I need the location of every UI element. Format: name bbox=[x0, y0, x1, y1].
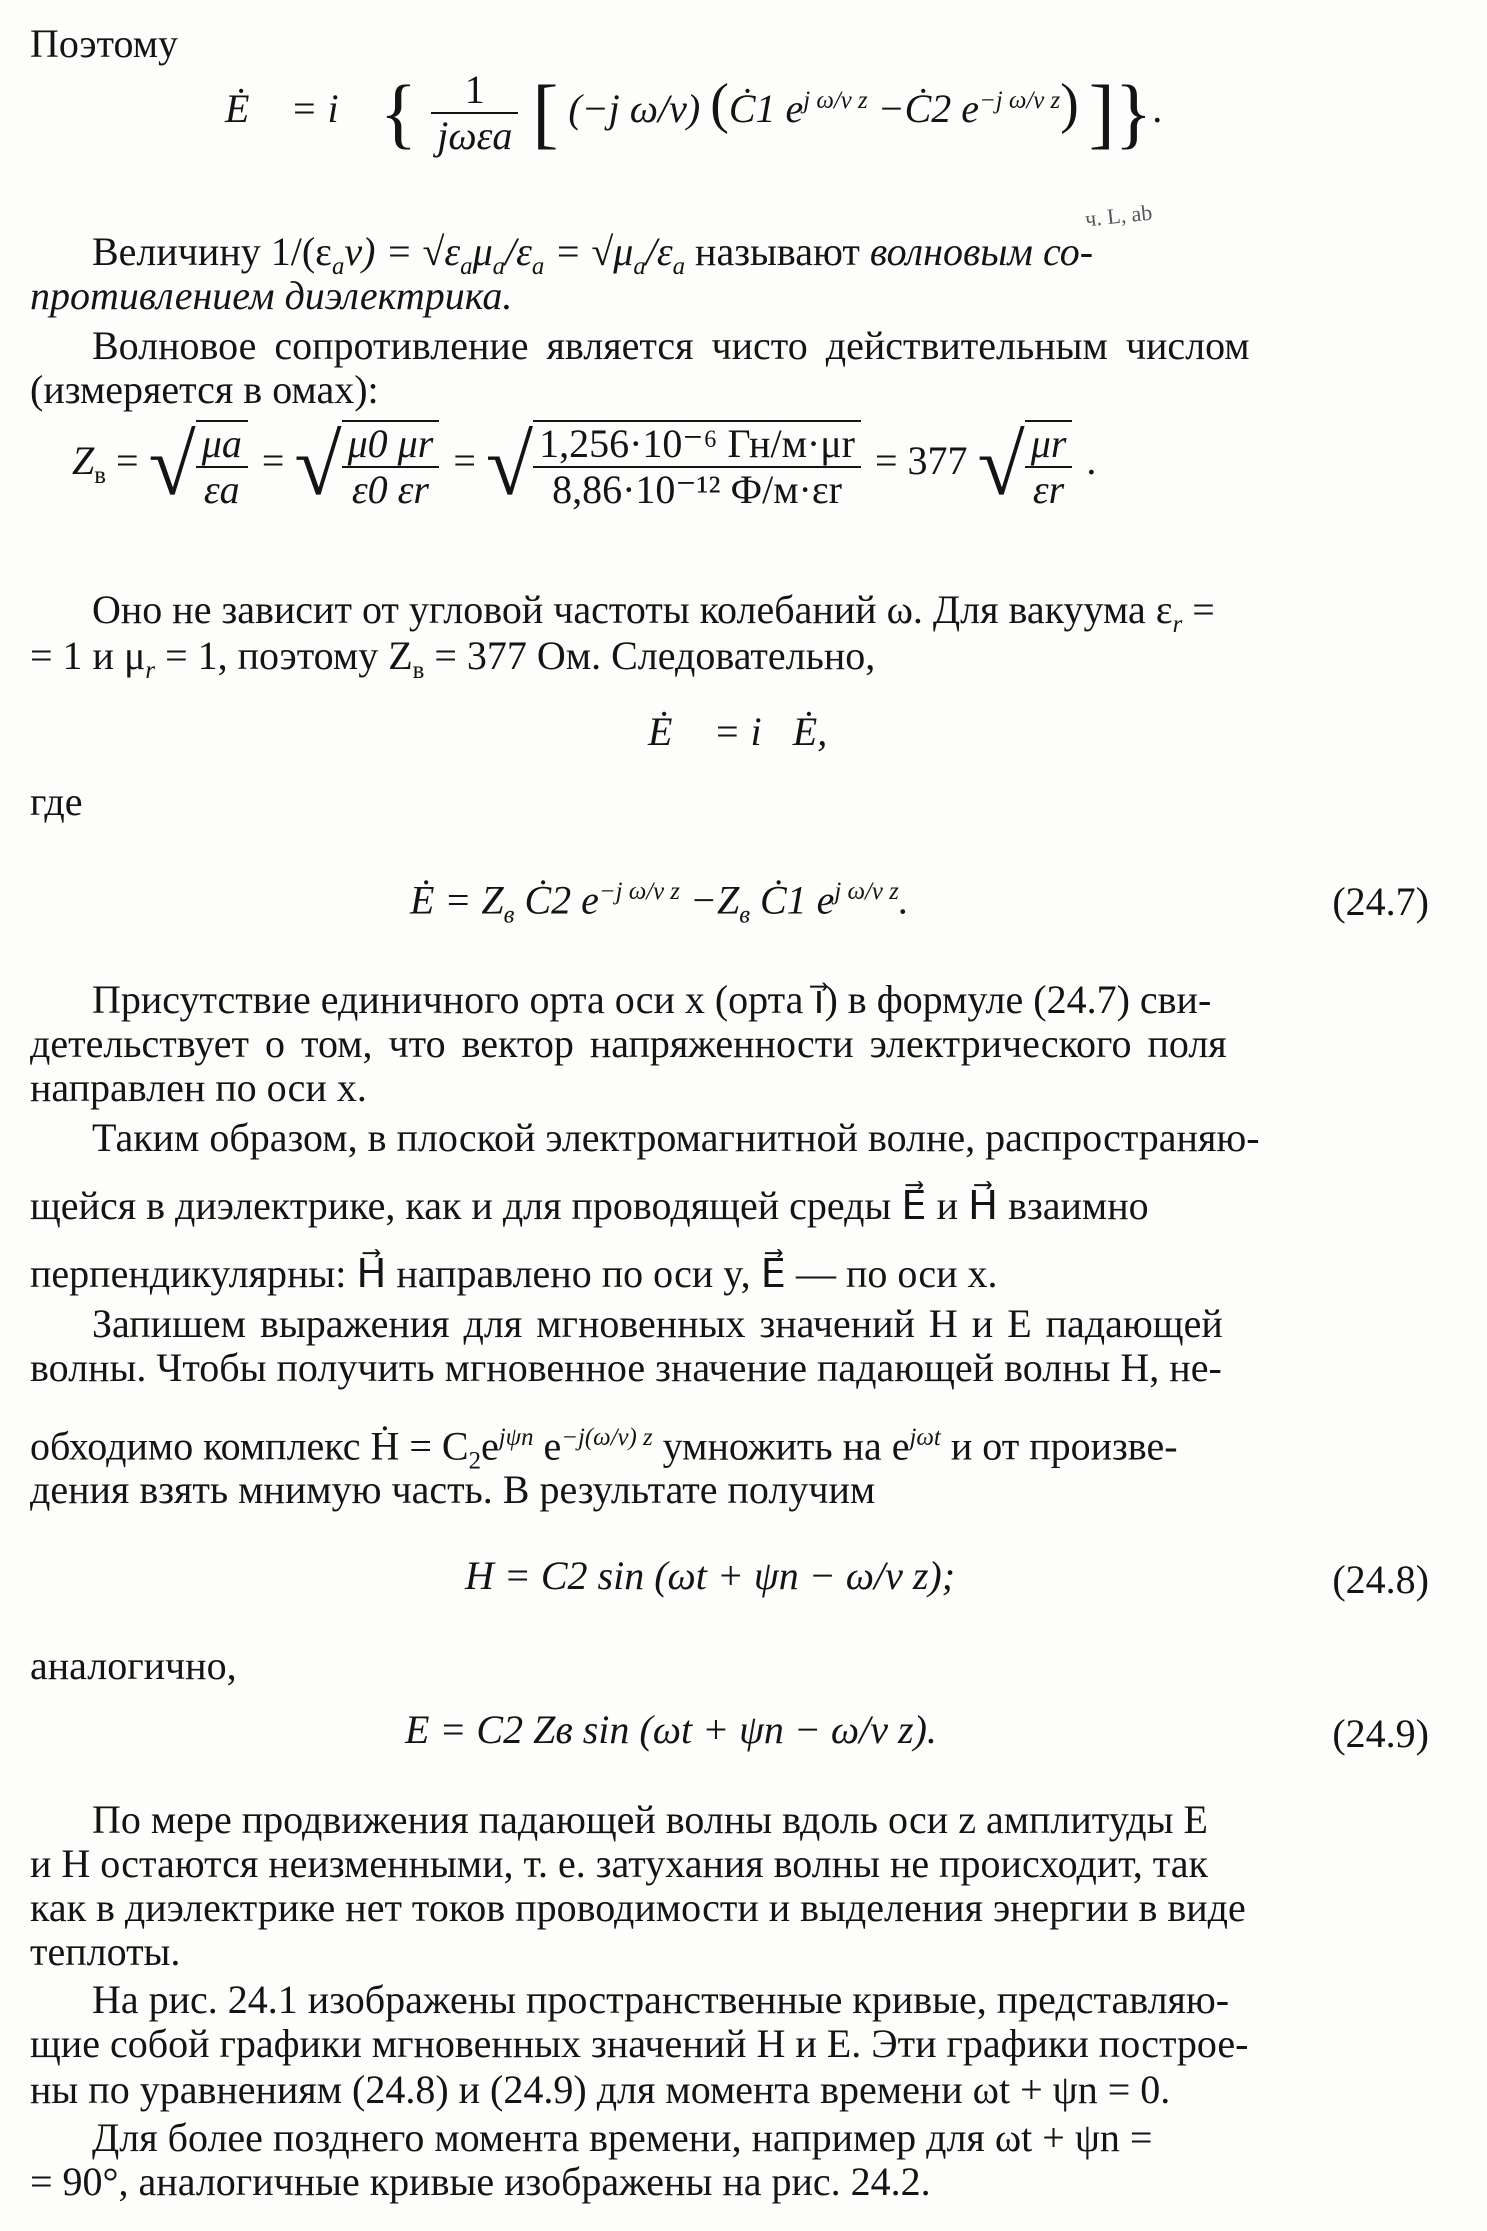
eq2-end: . bbox=[1086, 438, 1097, 484]
eq1-paren-close: ) bbox=[1060, 73, 1079, 136]
text-line-01: Поэтому bbox=[30, 21, 179, 66]
eq2-radical-3: √ bbox=[485, 417, 534, 513]
l06-main: Оно не зависит от угловой частоты колебаний ω. Для вакуума ε bbox=[92, 587, 1173, 632]
l07-sub-r: r bbox=[145, 657, 156, 684]
eq4-t1: Ė = Z bbox=[410, 877, 504, 923]
eq1-brace-close: } bbox=[1114, 69, 1153, 156]
eq1-paren-term: (−j ω/v) bbox=[568, 86, 701, 132]
l07-sub-v: в bbox=[412, 657, 425, 684]
l02-frag-d: /ε bbox=[505, 229, 532, 274]
l17-d: jψn bbox=[498, 1424, 534, 1451]
eq2-radical-4: √ bbox=[977, 417, 1025, 513]
eq2-frac-2 bbox=[342, 420, 440, 510]
l02-frag-c: μ bbox=[472, 229, 493, 274]
text-line-28: = 90°, аналогичные кривые изображены на рис. 24.2. bbox=[30, 2159, 931, 2204]
equation-6: E = C2 Zв sin (ωt + ψn − ω/v z). bbox=[405, 1707, 937, 1752]
equation-1 bbox=[225, 67, 1163, 158]
eq4-end: . bbox=[898, 877, 909, 923]
text-line-04: Волновое сопротивление является чисто действительным числом bbox=[92, 323, 1250, 368]
eq2-frac-1 bbox=[196, 420, 248, 510]
eq4-exp2: j ω/v z bbox=[834, 878, 899, 905]
l02-sub-a5: a bbox=[633, 253, 646, 280]
l02-frag-e: = √μ bbox=[544, 229, 634, 274]
text-line-07 bbox=[30, 633, 876, 684]
library-stamp: ч. L, ab bbox=[1083, 199, 1154, 232]
text-line-08: где bbox=[30, 779, 83, 824]
eq1-fraction bbox=[431, 67, 518, 158]
l02-sub-a1: a bbox=[331, 253, 345, 280]
l02-sub-a6: a bbox=[672, 253, 686, 280]
l17-b: 2 bbox=[468, 1447, 482, 1475]
text-line-16: волны. Чтобы получить мгновенное значение падающей волны H, не- bbox=[30, 1345, 1222, 1390]
eq1-lhs: Ė⃗ = i⃗ bbox=[225, 86, 370, 132]
equation-number-24-8: (24.8) bbox=[1332, 1557, 1429, 1602]
l17-h: jωt bbox=[909, 1424, 941, 1451]
text-line-20: По мере продвижения падающей волны вдоль оси z амплитуды E bbox=[92, 1797, 1208, 1842]
l02-sub-a2: a bbox=[460, 253, 473, 280]
eq1-exp1: j ω/v z bbox=[803, 86, 868, 114]
eq2-radical-1: √ bbox=[148, 417, 196, 513]
text-line-11: направлен по оси x. bbox=[30, 1065, 367, 1110]
text-line-25: щие собой графики мгновенных значений H и E. Эти графики построе- bbox=[30, 2021, 1249, 2066]
text-line-24: На рис. 24.1 изображены пространственные кривые, представляю- bbox=[92, 1977, 1230, 2022]
equation-4 bbox=[410, 877, 909, 929]
text-line-27: Для более позднего момента времени, например для ωt + ψn = bbox=[92, 2115, 1153, 2160]
eq4-sub2: в bbox=[739, 901, 750, 929]
eq1-exp2: −j ω/v z bbox=[979, 86, 1061, 114]
equation-2: $Z_в$ = √ $\frac{\mu a}{\varepsilon a}$ = √ $\frac{\mu 0 \mu r}{\varepsilon 0 \varepsilon r}$ = √ $\frac{\text{1,256·10⁻⁶ Гн/м·μr}}{\text{8,86·10⁻¹² Ф/м·εr}}$ = 377 √ $\frac{\mu r}{\varepsilon r}$ . bbox=[72, 417, 1097, 513]
l06-end: = bbox=[1182, 587, 1215, 632]
eq2-f4-den: εr bbox=[1032, 467, 1065, 512]
text-line-21: и H остаются неизменными, т. е. затухания волны не происходит, так bbox=[30, 1841, 1208, 1886]
eq2-f1-den: εa bbox=[203, 467, 240, 512]
l02-sub-a4: a bbox=[531, 253, 545, 280]
l07-e: = 377 Ом. Следовательно, bbox=[424, 633, 876, 678]
eq1-brace-open: { bbox=[379, 69, 418, 156]
text-line-09: Присутствие единичного орта оси x (орта i⃗) в формуле (24.7) сви- bbox=[92, 977, 1212, 1022]
text-line-05: (измеряется в омах): bbox=[30, 367, 379, 412]
l02-sub-a3: a bbox=[492, 253, 506, 280]
eq2-f3-num: 1,256·10⁻⁶ Гн/м·μr bbox=[533, 424, 861, 468]
eq4-t3: −Z bbox=[679, 877, 740, 923]
eq1-bracket-open: [ bbox=[532, 69, 559, 156]
eq1-frac-num: 1 bbox=[431, 70, 518, 114]
eq4-sub1: в bbox=[503, 901, 515, 929]
eq2-lhs-sub: в bbox=[94, 462, 106, 490]
eq1-end: . bbox=[1152, 86, 1163, 132]
eq4-exp1: −j ω/v z bbox=[598, 878, 680, 905]
eq1-paren-open: ( bbox=[710, 73, 729, 136]
l02-frag-h: волновым со- bbox=[869, 229, 1094, 274]
eq2-frac-3 bbox=[533, 420, 861, 510]
equation-number-24-9: (24.9) bbox=[1332, 1711, 1429, 1756]
text-line-22: как в диэлектрике нет токов проводимости и выделения энергии в виде bbox=[30, 1885, 1246, 1930]
l02-word: Величину 1/(ε bbox=[92, 229, 332, 274]
l06-sub: r bbox=[1172, 611, 1183, 638]
eq1-minus-term: −Ċ2 e bbox=[867, 86, 980, 132]
equation-3: Ė⃗ = i⃗Ė, bbox=[648, 709, 828, 754]
l07-a: = 1 и μ bbox=[30, 633, 146, 678]
l07-c: = 1, поэтому Z bbox=[155, 633, 413, 678]
text-line-14: перпендикулярны: H⃗ направлено по оси y, E⃗ — по оси x. bbox=[30, 1251, 998, 1296]
text-line-15: Запишем выражения для мгновенных значений H и E падающей bbox=[92, 1301, 1223, 1346]
equation-5: H = C2 sin (ωt + ψn − ω/v z); bbox=[465, 1553, 956, 1598]
eq2-f4-num: μr bbox=[1025, 424, 1073, 468]
l17-a: обходимо комплекс Ḣ = C bbox=[30, 1423, 469, 1469]
text-line-26: ны по уравнениям (24.8) и (24.9) для момента времени ωt + ψn = 0. bbox=[30, 2067, 1171, 2112]
eq2-f2-num: μ0 μr bbox=[342, 424, 440, 468]
eq1-bracket-close: ] bbox=[1088, 69, 1115, 156]
text-line-13: щейся в диэлектрике, как и для проводящей среды E⃗ и H⃗ взаимно bbox=[30, 1183, 1149, 1228]
text-line-19: аналогично, bbox=[30, 1643, 237, 1688]
l02-frag-g: называют bbox=[685, 229, 870, 274]
eq4-t2: Ċ2 e bbox=[514, 877, 599, 923]
text-line-06 bbox=[92, 587, 1215, 638]
l17-i: и от произве- bbox=[940, 1423, 1178, 1469]
text-line-10: детельствует о том, что вектор напряженности электрического поля bbox=[30, 1021, 1227, 1066]
text-line-03: противлением диэлектрика. bbox=[30, 273, 513, 318]
eq1-term1: Ċ1 e bbox=[728, 86, 804, 132]
eq2-lhs: Z bbox=[72, 438, 95, 484]
eq2-f3-den: 8,86·10⁻¹² Ф/м·εr bbox=[552, 467, 842, 512]
l17-c: e bbox=[481, 1423, 499, 1469]
eq4-t4: Ċ1 e bbox=[749, 877, 835, 923]
l17-g: умножить на e bbox=[652, 1423, 910, 1469]
l02-frag-f: /ε bbox=[645, 229, 673, 274]
eq2-f1-num: μa bbox=[196, 424, 248, 468]
text-line-23: теплоты. bbox=[30, 1929, 181, 1974]
eq2-coef: 377 bbox=[907, 438, 968, 484]
text-line-18: дения взять мнимую часть. В результате получим bbox=[30, 1467, 876, 1512]
eq1-frac-den: jωεa bbox=[437, 113, 513, 158]
eq2-f2-den: ε0 εr bbox=[351, 467, 429, 512]
l17-f: −j(ω/v) z bbox=[561, 1424, 653, 1451]
l17-e: e bbox=[533, 1423, 562, 1469]
l02-frag-b: v) = √ε bbox=[344, 229, 461, 274]
eq2-frac-4 bbox=[1025, 420, 1073, 510]
eq2-radical-2: √ bbox=[294, 417, 342, 513]
text-line-12: Таким образом, в плоской электромагнитной волне, распространяю- bbox=[92, 1115, 1260, 1160]
equation-number-24-7: (24.7) bbox=[1332, 879, 1429, 924]
